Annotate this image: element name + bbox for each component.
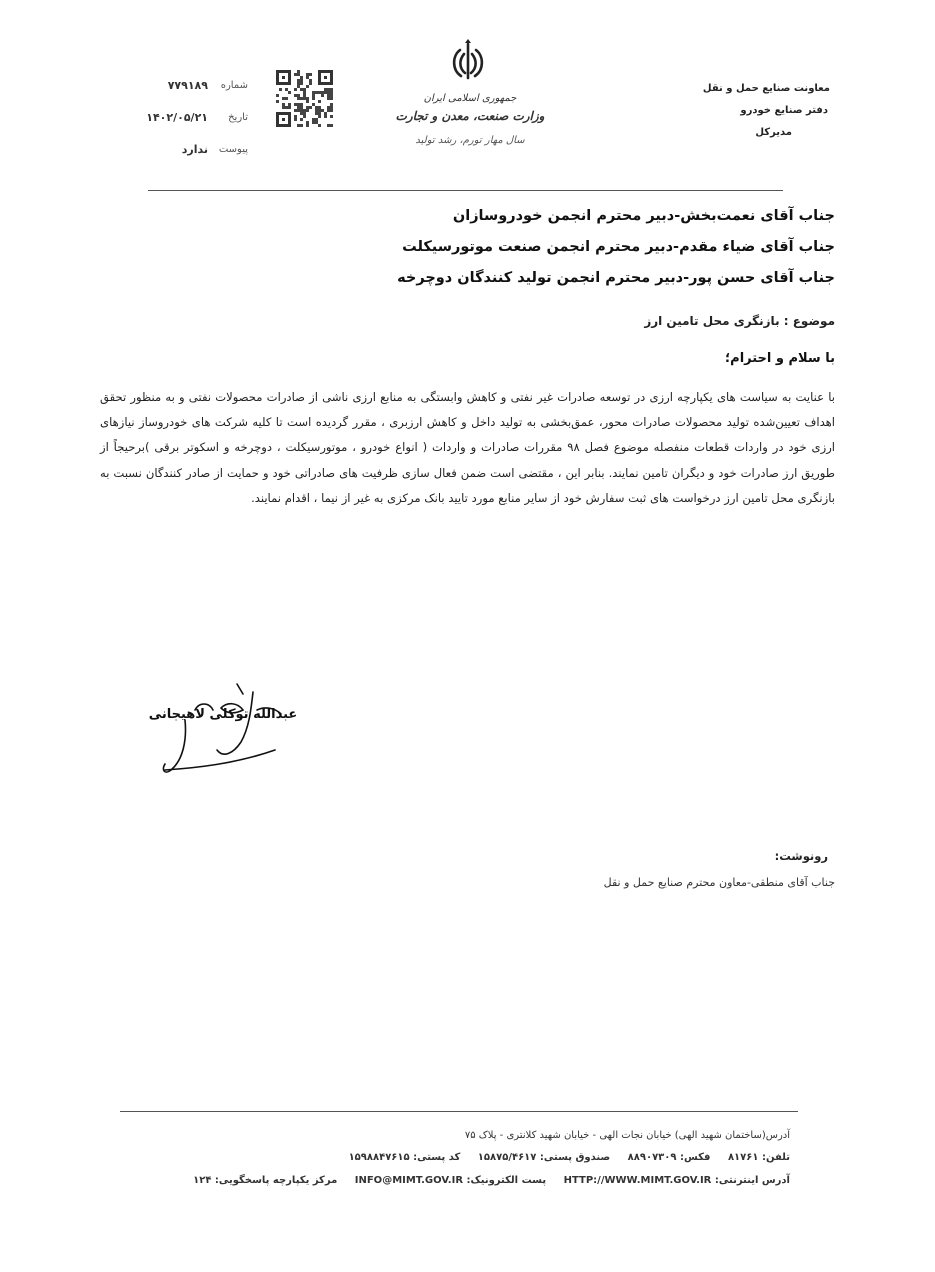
- meta-attachment-row: [108, 134, 248, 166]
- republic-line: جمهوری اسلامی ایران: [423, 93, 517, 104]
- office-line-director: مدیرکل: [755, 127, 792, 138]
- qr-code: [276, 70, 333, 127]
- addressee-3: جناب آقای حسن پور-دبیر محترم انجمن تولید کنندگان دوچرخه: [397, 270, 835, 286]
- attachment-value: ندارد: [181, 143, 208, 156]
- addressee-2: جناب آقای ضیاء مقدم-دبیر محترم انجمن صنعت موتورسیکلت: [402, 239, 835, 255]
- date-label: تاریخ: [228, 112, 248, 123]
- attachment-label: پیوست: [218, 144, 248, 155]
- issuing-office: [620, 78, 830, 144]
- cc-recipient: جناب آقای منطقی-معاون محترم صنایع حمل و نقل: [603, 876, 835, 889]
- signatory-name: عبدالله توکلی لاهیجانی: [148, 707, 298, 722]
- footer-phone: تلفن: ۸۱۷۶۱: [727, 1152, 790, 1163]
- footer-email: پست الکترونیک: INFO@MIMT.GOV.IR: [354, 1175, 547, 1186]
- addressee-1: جناب آقای نعمت‌بخش-دبیر محترم انجمن خودروسازان: [452, 208, 835, 224]
- addressee-list: [235, 201, 835, 294]
- letter-number: ۷۷۹۱۸۹: [167, 79, 208, 92]
- ministry-line: وزارت صنعت، معدن و تجارت: [395, 109, 545, 123]
- year-slogan: سال مهار تورم، رشد تولید: [415, 135, 525, 146]
- letter-greeting: با سلام و احترام؛: [724, 351, 835, 366]
- footer-fax: فکس: ۸۸۹۰۷۳۰۹: [627, 1152, 711, 1163]
- footer-online: [140, 1175, 790, 1186]
- header-divider: [148, 190, 783, 191]
- footer-postal-code: کد پستی: ۱۵۹۸۸۴۷۶۱۵: [348, 1152, 461, 1163]
- footer-callcenter: مرکز یکپارچه پاسخگویی: ۱۲۴: [193, 1175, 338, 1186]
- footer-address: آدرس(ساختمان شهید الهی) خیابان نجات الهی - خیابان شهید کلانتری - پلاک ۷۵: [464, 1130, 790, 1141]
- meta-date-row: [108, 102, 248, 134]
- cc-title: رونوشت:: [774, 849, 828, 863]
- ministry-title: [395, 92, 545, 156]
- iran-emblem-icon: [444, 38, 492, 86]
- footer-contacts: [140, 1152, 790, 1163]
- office-line-bureau: دفتر صنایع خودرو: [740, 105, 828, 116]
- office-line-deputy: معاونت صنایع حمل و نقل: [702, 83, 830, 94]
- letter-meta: [108, 70, 248, 166]
- footer-pobox: صندوق پستی: ۱۵۸۷۵/۴۶۱۷: [477, 1152, 611, 1163]
- letter-date: ۱۴۰۲/۰۵/۲۱: [146, 111, 208, 124]
- number-label: شماره: [220, 80, 248, 91]
- handwritten-signature: [125, 680, 315, 780]
- footer-divider: [120, 1111, 798, 1112]
- meta-number-row: [108, 70, 248, 102]
- letter-subject: موضوع : بازنگری محل تامین ارز: [644, 314, 835, 328]
- letter-body: با عنایت به سیاست های یکپارچه ارزی در توسعه صادرات غیر نفتی و کاهش وابستگی به منابع ارزی ناشی از صادرات محصولات نفتی و به منظور تحقق اهداف تعیین‌شده تولید محصولات صادرات محور، عمق‌بخشی به تولید داخل و کاهش ارزبری ، مقرر گردیده است تا کلیه شرکت های خودروساز نیازهای ارزی خود در واردات قطعات منفصله موضوع فصل ۹۸ مقررات صادرات و واردات ( انواع خودرو ، موتورسیکلت ، دوچرخه و اسکوتر برقی )برحیجاً از طوریق ارز صادرات خود و دیگران تامین نمایند. بنابر این ، مقتضی است ضمن فعال سازی ظرفیت های صادراتی خود و حمایت از صادر کنندگان نسبت به بازنگری محل تامین ارز درخواست های ثبت سفارش خود از سایر منابع مورد تایید بانک مرکزی به غیر از نیما ، اقدام نمایند.: [100, 390, 836, 505]
- footer-website: آدرس اینترنتی: HTTP://WWW.MIMT.GOV.IR: [563, 1175, 790, 1186]
